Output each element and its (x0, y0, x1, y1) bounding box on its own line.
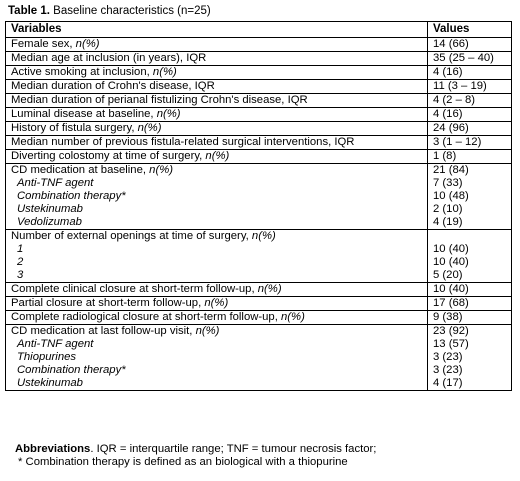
row-label: Partial closure at short-term follow-up, n(%) (6, 297, 428, 311)
row-value: 4 (16) (428, 66, 512, 80)
sub-item-label: 2 (17, 256, 24, 268)
table-row (6, 283, 512, 297)
sub-item-label: Ustekinumab (17, 377, 83, 389)
sub-item-label: Anti-TNF agent (17, 177, 94, 189)
table-row-cd-last (6, 325, 512, 391)
sub-item-value: 13 (57) (433, 338, 469, 350)
row-label: Active smoking at inclusion, n(%) (6, 66, 428, 80)
row-value: 10 (40) (428, 283, 512, 297)
table-row (6, 38, 512, 52)
table-row-cd-baseline (6, 164, 512, 230)
header-row (6, 22, 512, 38)
abbreviations-text: . IQR = interquartile range; TNF = tumour necrosis factor; (90, 443, 377, 455)
row-value: 24 (96) (428, 122, 512, 136)
row-label: Complete clinical closure at short-term follow-up, n(%) (6, 283, 428, 297)
row-value: 14 (66) (428, 38, 512, 52)
sub-item-value: 10 (48) (433, 190, 469, 202)
sub-item-label: 1 (17, 243, 24, 255)
row-label: Diverting colostomy at time of surgery, n(%) (6, 150, 428, 164)
table-row (6, 122, 512, 136)
row-label: CD medication at last follow-up visit, n(%) Anti-TNF agent Thiopurines Combination therapy* Ustekinumab (6, 325, 428, 391)
sub-item-label: Vedolizumab (17, 216, 82, 228)
footnote: * Combination therapy is defined as an biological with a thiopurine (18, 456, 348, 468)
header-variables: Variables (6, 22, 428, 38)
value: 23 (92) (433, 325, 469, 337)
row-value: 9 (38) (428, 311, 512, 325)
abbreviations-label: Abbreviations (15, 443, 91, 455)
table-row (6, 150, 512, 164)
row-label: Median age at inclusion (in years), IQR (6, 52, 428, 66)
row-label: Median duration of perianal fistulizing Crohn's disease, IQR (6, 94, 428, 108)
sub-item-label: Thiopurines (17, 351, 77, 363)
row-value: 35 (25 – 40) (428, 52, 512, 66)
sub-item-value: 10 (40) (433, 256, 469, 268)
table-caption-label: Table 1. (8, 5, 50, 17)
sub-item-label: 3 (17, 269, 24, 281)
row-label: History of fistula surgery, n(%) (6, 122, 428, 136)
sub-item-value: 5 (20) (433, 269, 463, 281)
baseline-characteristics-table (5, 21, 512, 391)
sub-item-value: 10 (40) (433, 243, 469, 255)
header-values: Values (428, 22, 512, 38)
row-label: Median duration of Crohn's disease, IQR (6, 80, 428, 94)
table-row (6, 66, 512, 80)
row-label: Complete radiological closure at short-term follow-up, n(%) (6, 311, 428, 325)
row-value (428, 230, 512, 283)
sub-item-value: 7 (33) (433, 177, 463, 189)
table-row (6, 80, 512, 94)
row-label: Luminal disease at baseline, n(%) (6, 108, 428, 122)
sub-item-label: Ustekinumab (17, 203, 83, 215)
sub-item-value: 4 (17) (433, 377, 463, 389)
sub-item-value: 3 (23) (433, 351, 463, 363)
sub-item-value: 3 (23) (433, 364, 463, 376)
row-label: Female sex, n(%) (6, 38, 428, 52)
table-row (6, 108, 512, 122)
table-row (6, 297, 512, 311)
table-row-openings (6, 230, 512, 283)
row-value: 3 (1 – 12) (428, 136, 512, 150)
row-value: 4 (16) (428, 108, 512, 122)
row-label: Number of external openings at time of surgery, n(%) 1 2 3 (6, 230, 428, 283)
row-value: 4 (2 – 8) (428, 94, 512, 108)
row-value (428, 164, 512, 230)
row-label: Median number of previous fistula-related surgical interventions, IQR (6, 136, 428, 150)
sub-item-value: 2 (10) (433, 203, 463, 215)
row-value (428, 325, 512, 391)
row-value: 1 (8) (428, 150, 512, 164)
table-caption (8, 4, 211, 18)
row-value: 17 (68) (428, 297, 512, 311)
sub-item-value: 4 (19) (433, 216, 463, 228)
sub-item-label: Combination therapy* (17, 190, 126, 202)
sub-item-label: Combination therapy* (17, 364, 126, 376)
table-row (6, 94, 512, 108)
table-row (6, 52, 512, 66)
table-row (6, 311, 512, 325)
sub-item-label: Anti-TNF agent (17, 338, 94, 350)
row-value: 11 (3 – 19) (428, 80, 512, 94)
abbreviations-note (15, 443, 376, 456)
table-row (6, 136, 512, 150)
table-footer (15, 443, 376, 469)
table-caption-text: Baseline characteristics (n=25) (49, 5, 211, 17)
value: 21 (84) (433, 164, 469, 176)
row-label: CD medication at baseline, n(%) Anti-TNF agent Combination therapy* Ustekinumab Vedolizumab (6, 164, 428, 230)
